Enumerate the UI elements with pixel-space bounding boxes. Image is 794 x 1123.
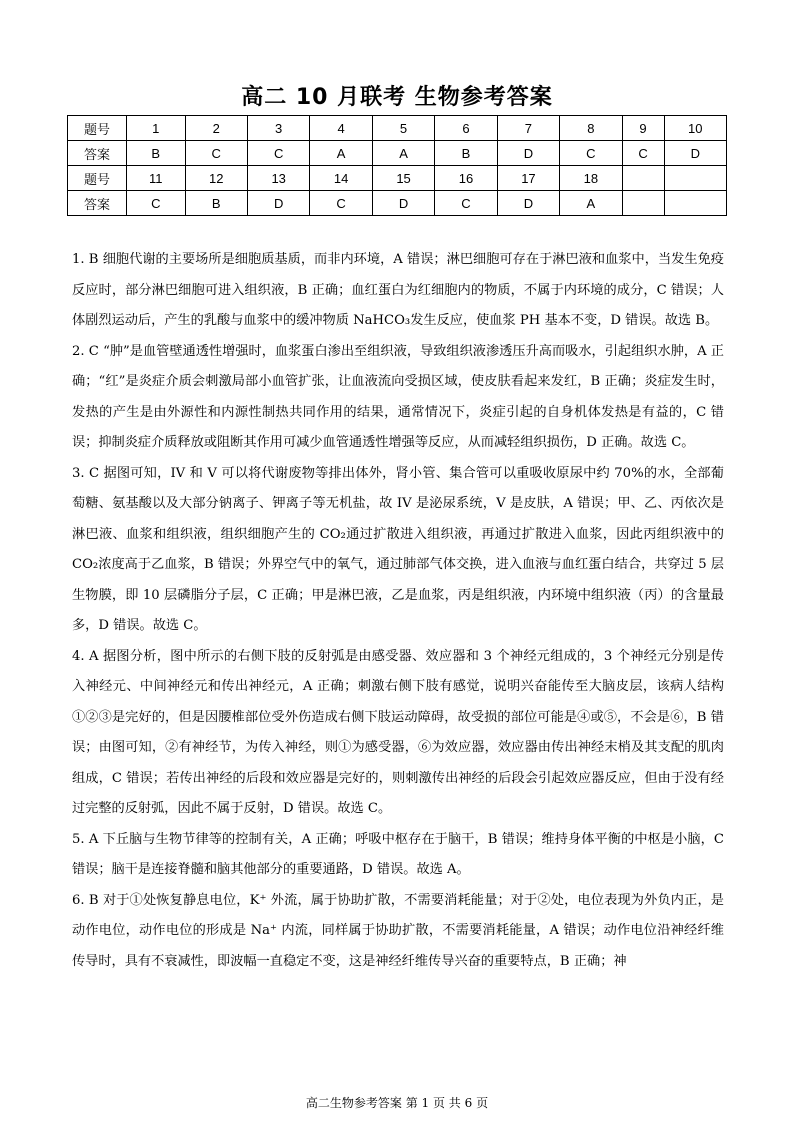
- table-cell: C: [127, 191, 186, 216]
- table-cell: 2: [185, 116, 247, 141]
- table-cell: 1: [127, 116, 186, 141]
- table-cell: D: [497, 141, 559, 166]
- table-cell: 13: [247, 166, 309, 191]
- table-row: [68, 141, 727, 166]
- table-cell: C: [310, 191, 372, 216]
- explanation-paragraph: 5. A 下丘脑与生物节律等的控制有关，A 正确；呼吸中枢存在于脑干，B 错误；维持身体平衡的中枢是小脑，C 错误；脑干是连接脊髓和脑其他部分的重要通路，D 错误。故选 A。: [72, 831, 724, 877]
- explanation-paragraph: 3. C 据图可知，IV 和 V 可以将代谢废物等排出体外，肾小管、集合管可以重吸收原尿中约 70%的水，全部葡萄糖、氨基酸以及大部分钠离子、钾离子等无机盐，故 IV 是泌尿系统，V 是皮肤，A 错误；甲、乙、丙依次是淋巴液、血浆和组织液，组织细胞产生的 CO₂通过扩散进入组织液，再通过扩散进入血浆，因此丙组织液中的 CO₂浓度高于乙血浆，B 错误；外界空气中的氧气，通过肺部气体交换，进入血液与血红蛋白结合，共穿过 5 层生物膜，即 10 层磷脂分子层，C 正确；甲是淋巴液，乙是血浆，丙是组织液，内环境中组织液（丙）的含量最多，D 错误。故选 C。: [72, 465, 724, 633]
- page-footer: 高二生物参考答案 第 1 页 共 6 页: [305, 1096, 489, 1110]
- table-cell: C: [622, 141, 664, 166]
- explanation-paragraph: 4. A 据图分析，图中所示的右侧下肢的反射弧是由感受器、效应器和 3 个神经元组成的，3 个神经元分别是传入神经元、中间神经元和传出神经元，A 正确；刺激右侧下肢有感觉，说明兴奋能传至大脑皮层，该病人结构①②③是完好的，但是因腰椎部位受外伤造成右侧下肢运动障碍，故受损的部位可能是④或⑤，不会是⑥，B 错误；由图可知，②有神经节，为传入神经，则①为感受器，⑥为效应器，效应器由传出神经末梢及其支配的肌肉组成，C 错误；若传出神经的后段和效应器是完好的，则刺激传出神经的后段会引起效应器反应，但由于没有经过完整的反射弧，因此不属于反射，D 错误。故选 C。: [72, 648, 724, 816]
- table-cell: D: [372, 191, 434, 216]
- row-label: 题号: [68, 116, 127, 141]
- table-cell: [622, 191, 664, 216]
- answer-table: [67, 115, 727, 216]
- table-row: [68, 116, 727, 141]
- table-cell: [622, 166, 664, 191]
- explanation-paragraph: 2. C “肿”是血管壁通透性增强时，血浆蛋白渗出至组织液，导致组织液渗透压升高而吸水，引起组织水肿，A 正确；“红”是炎症介质会刺激局部小血管扩张，让血液流向受损区域，使皮肤看起来发红，B 正确；炎症发生时，发热的产生是由外源性和内源性制热共同作用的结果，通常情况下，炎症引起的自身机体发热是有益的，C 错误；抑制炎症介质释放或阻断其作用可减少血管通透性增强等反应，从而减轻组织损伤，D 正确。故选 C。: [72, 343, 724, 450]
- table-cell: A: [560, 191, 622, 216]
- row-label: 答案: [68, 141, 127, 166]
- table-cell: 14: [310, 166, 372, 191]
- table-cell: A: [310, 141, 372, 166]
- table-cell: 3: [247, 116, 309, 141]
- answer-explanations: [72, 245, 724, 977]
- table-cell: A: [372, 141, 434, 166]
- table-cell: 9: [622, 116, 664, 141]
- explanation-paragraph: 1. B 细胞代谢的主要场所是细胞质基质，而非内环境，A 错误；淋巴细胞可存在于淋巴液和血浆中，当发生免疫反应时，部分淋巴细胞可进入组织液，B 正确；血红蛋白为红细胞内的物质，不属于内环境的成分，C 错误；人体剧烈运动后，产生的乳酸与血浆中的缓冲物质 NaHCO₃发生反应，使血浆 PH 基本不变，D 错误。故选 B。: [72, 252, 724, 328]
- table-cell: B: [435, 141, 497, 166]
- table-cell: D: [664, 141, 726, 166]
- table-cell: 10: [664, 116, 726, 141]
- table-cell: 15: [372, 166, 434, 191]
- table-row: [68, 191, 727, 216]
- table-cell: 18: [560, 166, 622, 191]
- table-cell: 8: [560, 116, 622, 141]
- table-cell: D: [247, 191, 309, 216]
- row-label: 题号: [68, 166, 127, 191]
- table-cell: B: [127, 141, 186, 166]
- table-cell: D: [497, 191, 559, 216]
- page-title: 高二 10 月联考 生物参考答案: [241, 85, 553, 110]
- explanation-paragraph: 6. B 对于①处恢复静息电位，K⁺ 外流，属于协助扩散，不需要消耗能量；对于②处，电位表现为外负内正，是动作电位，动作电位的形成是 Na⁺ 内流，同样属于协助扩散，不需要消耗能量，A 错误；动作电位沿神经纤维传导时，具有不衰减性，即波幅一直稳定不变，这是神经纤维传导兴奋的重要特点，B 正确；神: [72, 892, 724, 969]
- table-cell: 11: [127, 166, 186, 191]
- table-cell: C: [560, 141, 622, 166]
- table-cell: [664, 191, 726, 216]
- table-cell: C: [185, 141, 247, 166]
- table-row: [68, 166, 727, 191]
- table-cell: 7: [497, 116, 559, 141]
- table-cell: 17: [497, 166, 559, 191]
- table-cell: C: [435, 191, 497, 216]
- row-label: 答案: [68, 191, 127, 216]
- table-cell: B: [185, 191, 247, 216]
- table-cell: C: [247, 141, 309, 166]
- table-cell: 4: [310, 116, 372, 141]
- table-cell: 16: [435, 166, 497, 191]
- table-cell: 12: [185, 166, 247, 191]
- table-cell: 5: [372, 116, 434, 141]
- table-cell: 6: [435, 116, 497, 141]
- table-cell: [664, 166, 726, 191]
